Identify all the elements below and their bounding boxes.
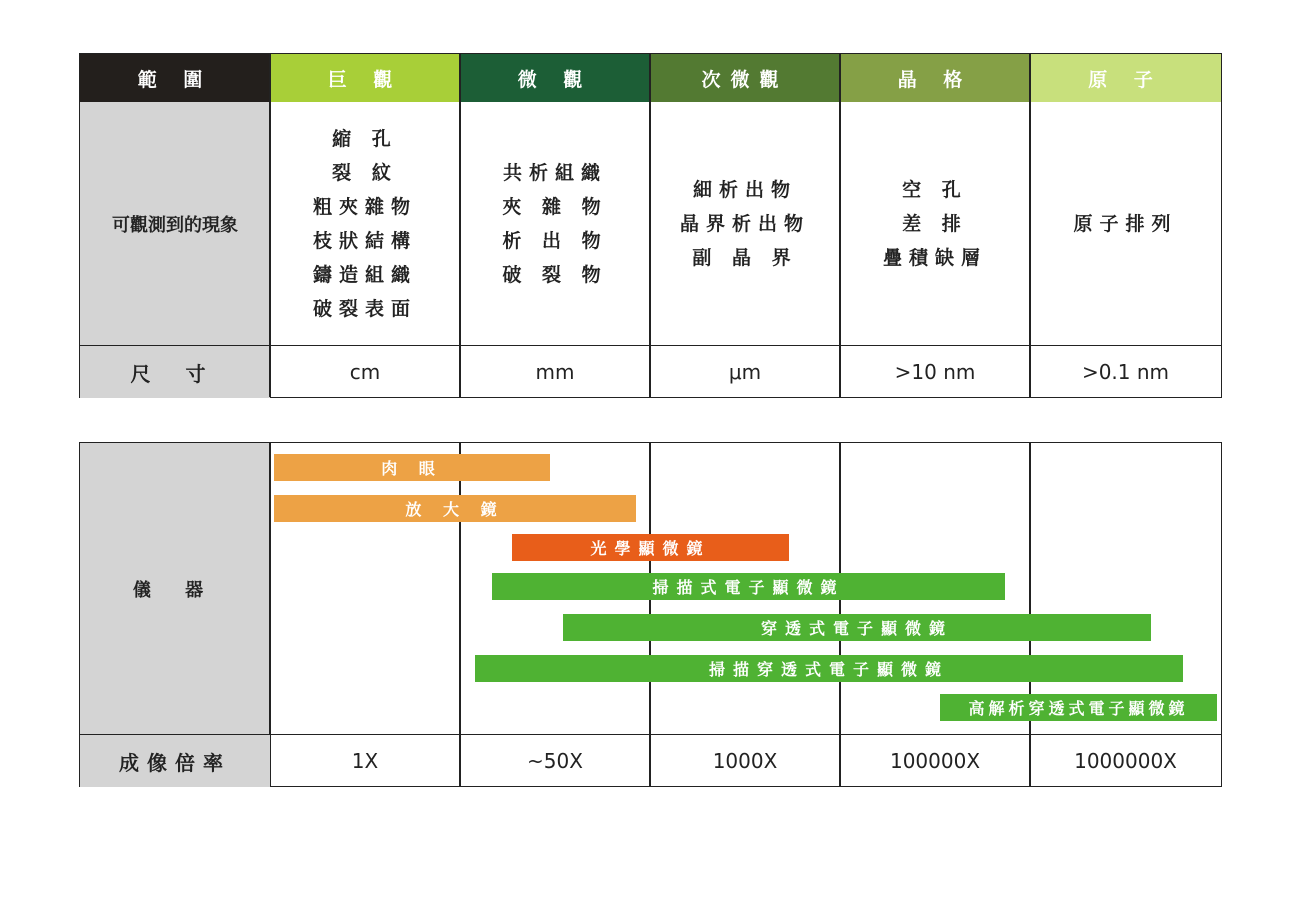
phenomenon-item: 鑄造組織 xyxy=(312,263,417,286)
magnification-row-label: 成像倍率 xyxy=(80,735,270,787)
divider xyxy=(269,54,271,397)
phenomenon-item: 粗夾雜物 xyxy=(312,195,417,218)
instrument-table xyxy=(79,442,1222,787)
header-micro: 微 觀 xyxy=(460,54,650,102)
divider xyxy=(839,54,841,397)
phenomena-submicro xyxy=(650,102,840,345)
phenomena-atomic xyxy=(1030,102,1221,345)
header-row xyxy=(80,54,1221,102)
magnification-100000x: 100000X xyxy=(889,749,981,773)
phenomenon-item: 析 出 物 xyxy=(502,229,608,252)
size-macro: cm xyxy=(349,360,381,384)
magnification-1x: 1X xyxy=(351,749,379,773)
magnification-1000000x: 1000000X xyxy=(1074,749,1177,773)
phenomenon-item: 共析組織 xyxy=(502,161,607,184)
divider xyxy=(649,54,651,397)
header-lattice: 晶 格 xyxy=(840,54,1030,102)
phenomena-micro xyxy=(460,102,650,345)
header-range: 範 圍 xyxy=(80,54,270,102)
size-atomic: >0.1 nm xyxy=(1081,360,1170,384)
phenomena-macro xyxy=(270,102,460,345)
header-macro: 巨 觀 xyxy=(270,54,460,102)
size-micro: mm xyxy=(535,360,575,384)
phenomenon-item: 破裂表面 xyxy=(312,297,417,320)
size-row xyxy=(80,345,1221,397)
bar-optical-microscope: 光學顯微鏡 xyxy=(512,534,789,561)
phenomenon-item: 細析出物 xyxy=(692,178,797,201)
phenomenon-item: 夾 雜 物 xyxy=(502,195,608,218)
phenomenon-item: 原子排列 xyxy=(1073,212,1178,235)
instruments-row-label: 儀 器 xyxy=(80,443,270,734)
bar-hrtem: 高解析穿透式電子顯微鏡 xyxy=(940,694,1217,721)
bar-tem: 穿透式電子顯微鏡 xyxy=(563,614,1151,641)
bar-naked-eye: 肉 眼 xyxy=(274,454,550,481)
phenomena-lattice xyxy=(840,102,1030,345)
phenomenon-item: 縮 孔 xyxy=(332,127,398,150)
bar-sem: 掃描式電子顯微鏡 xyxy=(492,573,1005,600)
phenomenon-item: 晶界析出物 xyxy=(679,212,810,235)
phenomenon-item: 副 晶 界 xyxy=(692,246,798,269)
phenomena-row-label: 可觀測到的現象 xyxy=(80,102,270,345)
phenomenon-item: 疊積缺層 xyxy=(882,246,987,269)
scale-table xyxy=(79,53,1222,398)
divider xyxy=(1029,54,1031,397)
size-submicro: μm xyxy=(728,360,762,384)
size-lattice: >10 nm xyxy=(894,360,976,384)
divider xyxy=(459,54,461,397)
phenomenon-item: 枝狀結構 xyxy=(312,229,417,252)
magnification-row xyxy=(80,734,1221,786)
bar-stem: 掃描穿透式電子顯微鏡 xyxy=(475,655,1183,682)
phenomenon-item: 破 裂 物 xyxy=(502,263,608,286)
phenomenon-item: 差 排 xyxy=(902,212,968,235)
header-submicro: 次微觀 xyxy=(650,54,840,102)
phenomenon-item: 空 孔 xyxy=(902,178,968,201)
header-atomic: 原 子 xyxy=(1030,54,1221,102)
magnification-1000x: 1000X xyxy=(712,749,778,773)
phenomenon-item: 裂 紋 xyxy=(332,161,398,184)
size-row-label: 尺 寸 xyxy=(80,346,270,398)
bar-magnifier: 放 大 鏡 xyxy=(274,495,636,522)
magnification-50x: ~50X xyxy=(527,749,583,773)
